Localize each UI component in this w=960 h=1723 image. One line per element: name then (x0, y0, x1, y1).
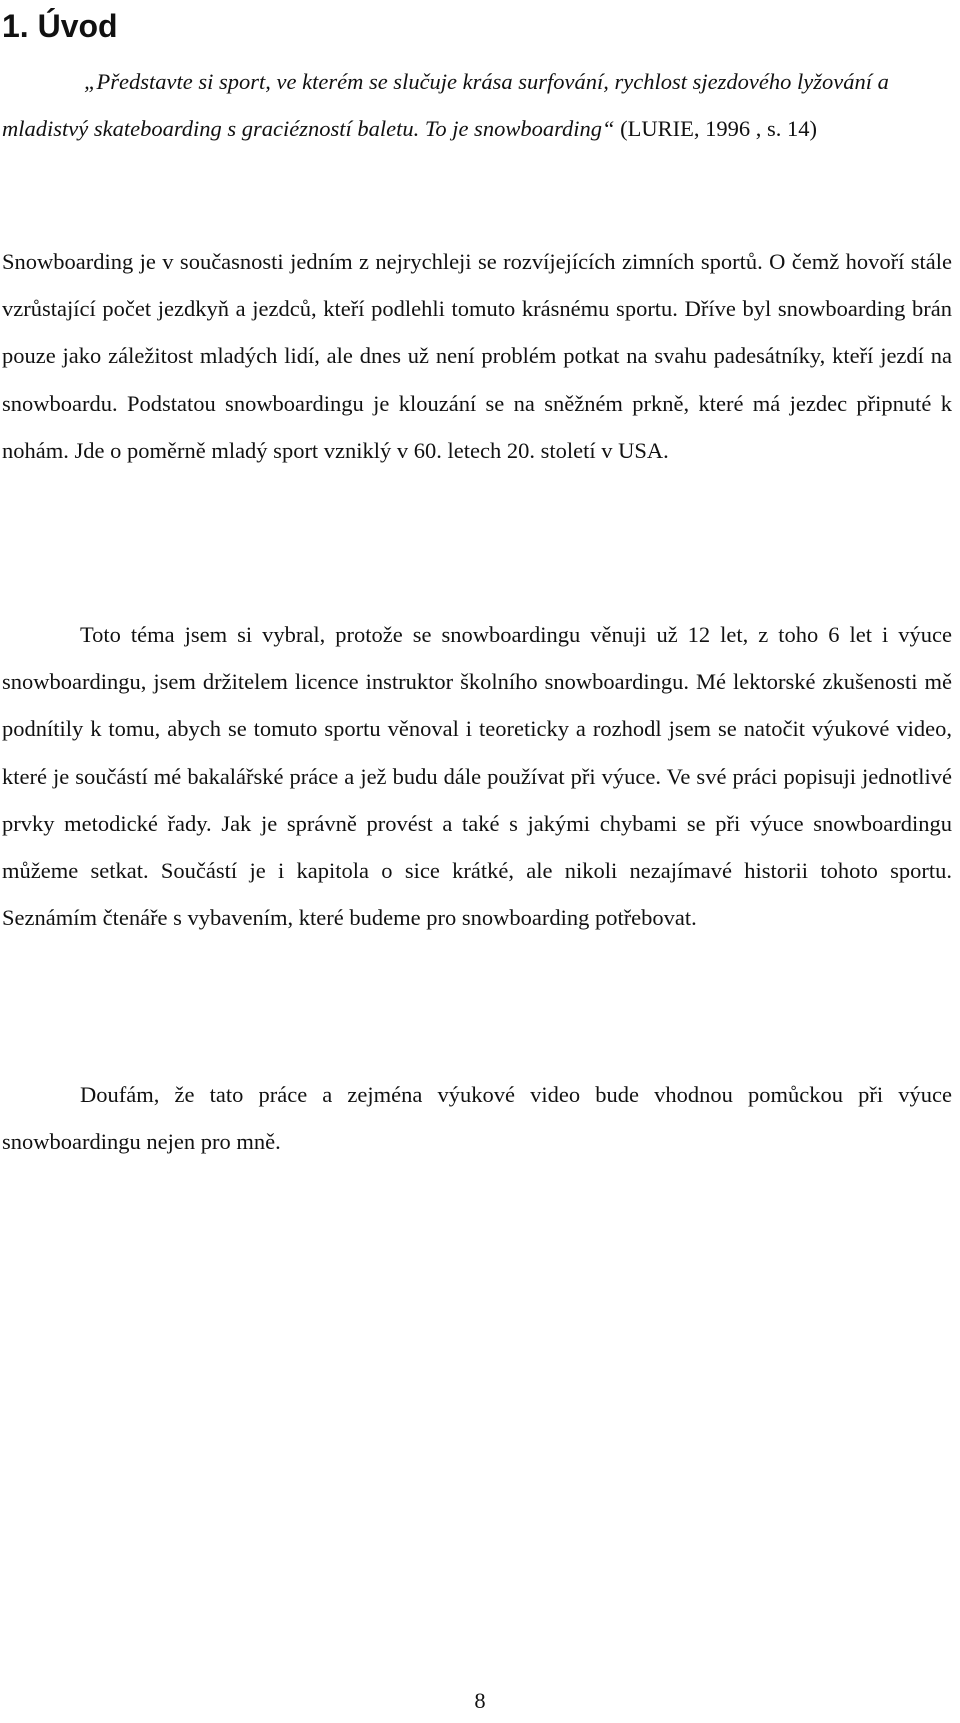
paragraph-motivation: Toto téma jsem si vybral, protože se snowboardingu věnuji už 12 let, z toho 6 let i výuce snowboardingu, jsem držitelem licence instruktor školního snowboardingu. Mé lektorské zkušenosti mě podnítily k tomu, abych se tomuto sportu věnoval i teoreticky a rozhodl jsem se natočit výukové video, které je součástí mé bakalářské práce a jež budu dále používat při výuce. Ve své práci popisuji jednotlivé prvky metodické řady. Jak je správně provést a také s jakými chybami se při výuce snowboardingu můžeme setkat. Součástí je i kapitola o sice krátké, ale nikoli nezajímavé historii tohoto sportu. Seznámím čtenáře s vybavením, které budeme pro snowboarding potřebovat. (2, 622, 952, 931)
quote-citation: (LURIE, 1996 , s. 14) (614, 116, 817, 141)
paragraph-hope: Doufám, že tato práce a zejména výukové video bude vhodnou pomůckou při výuce snowboardingu nejen pro mně. (2, 1082, 952, 1155)
page-number: 8 (474, 1688, 486, 1713)
paragraph-intro: Snowboarding je v současnosti jedním z nejrychleji se rozvíjejících zimních sportů. O čemž hovoří stále vzrůstající počet jezdkyň a jezdců, kteří podlehli tomuto krásnému sportu. Dříve byl snowboarding brán pouze jako záležitost mladých lidí, ale dnes už není problém potkat na svahu padesátníky, kteří jezdí na snowboardu. Podstatou snowboardingu je klouzání se na sněžném prkně, které má jezdec připnuté k nohám. Jde o poměrně mladý sport vzniklý v 60. letech 20. století v USA. (2, 249, 952, 463)
opening-quote (2, 58, 942, 152)
quote-text: „Představte si sport, ve kterém se slučuje krása surfování, rychlost sjezdového lyžování a mladistvý skateboarding s graciézností baletu. To je snowboarding“ (2, 69, 889, 141)
chapter-heading: 1. Úvod (2, 8, 118, 44)
